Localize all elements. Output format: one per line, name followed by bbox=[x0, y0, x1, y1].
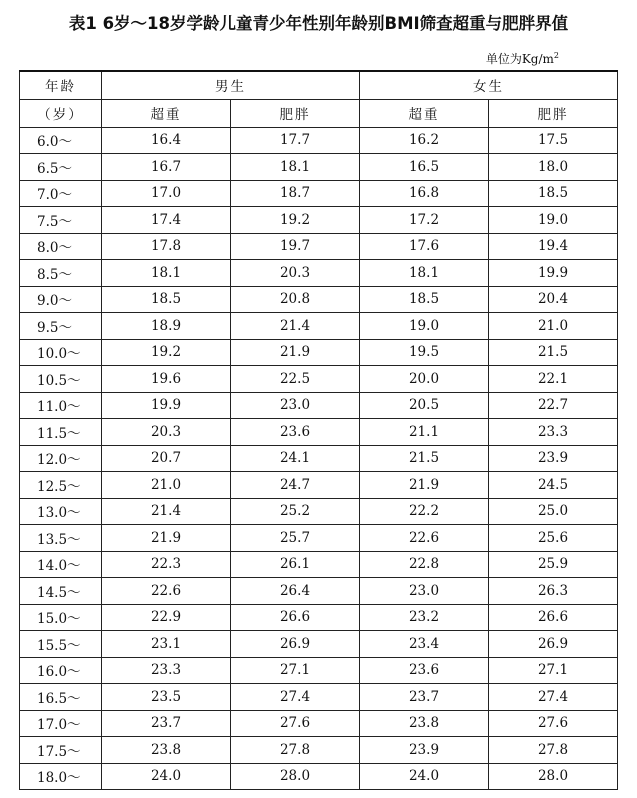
male-overweight-cell: 18.9 bbox=[102, 313, 231, 340]
female-obese-cell: 18.0 bbox=[489, 154, 618, 181]
table-row bbox=[20, 366, 618, 393]
male-obese-cell: 26.9 bbox=[231, 631, 360, 658]
female-obese-cell: 25.0 bbox=[489, 498, 618, 525]
male-obese-cell: 20.3 bbox=[231, 260, 360, 287]
male-header: 男生 bbox=[102, 71, 360, 99]
male-overweight-cell: 18.1 bbox=[102, 260, 231, 287]
female-overweight-cell: 23.7 bbox=[360, 684, 489, 711]
female-overweight-cell: 18.1 bbox=[360, 260, 489, 287]
male-overweight-cell: 17.8 bbox=[102, 233, 231, 260]
male-obese-cell: 25.2 bbox=[231, 498, 360, 525]
female-overweight-cell: 23.4 bbox=[360, 631, 489, 658]
table-row bbox=[20, 604, 618, 631]
male-overweight-cell: 23.8 bbox=[102, 737, 231, 764]
male-overweight-cell: 17.0 bbox=[102, 180, 231, 207]
table-row bbox=[20, 154, 618, 181]
male-obese-cell: 24.7 bbox=[231, 472, 360, 499]
female-overweight-cell: 24.0 bbox=[360, 763, 489, 790]
male-obese-cell: 22.5 bbox=[231, 366, 360, 393]
age-cell: 15.0～ bbox=[20, 604, 102, 631]
table-row bbox=[20, 472, 618, 499]
age-cell: 7.5～ bbox=[20, 207, 102, 234]
table-row bbox=[20, 737, 618, 764]
male-obese-cell: 26.1 bbox=[231, 551, 360, 578]
female-overweight-cell: 23.8 bbox=[360, 710, 489, 737]
female-overweight-cell: 16.2 bbox=[360, 127, 489, 154]
unit-text: 单位为Kg/m bbox=[485, 52, 554, 66]
male-obese-cell: 28.0 bbox=[231, 763, 360, 790]
female-obese-cell: 21.0 bbox=[489, 313, 618, 340]
male-obese-cell: 21.4 bbox=[231, 313, 360, 340]
female-obese-cell: 19.4 bbox=[489, 233, 618, 260]
female-obese-cell: 27.4 bbox=[489, 684, 618, 711]
female-obese-cell: 21.5 bbox=[489, 339, 618, 366]
female-overweight-cell: 18.5 bbox=[360, 286, 489, 313]
female-obese-cell: 27.6 bbox=[489, 710, 618, 737]
table-row bbox=[20, 684, 618, 711]
female-overweight-cell: 17.2 bbox=[360, 207, 489, 234]
female-overweight-cell: 22.2 bbox=[360, 498, 489, 525]
male-obese-cell: 21.9 bbox=[231, 339, 360, 366]
age-unit-header: （岁） bbox=[20, 99, 102, 127]
table-row bbox=[20, 260, 618, 287]
table-row bbox=[20, 657, 618, 684]
female-overweight-cell: 17.6 bbox=[360, 233, 489, 260]
table-row bbox=[20, 419, 618, 446]
age-cell: 16.5～ bbox=[20, 684, 102, 711]
table-row bbox=[20, 286, 618, 313]
female-overweight-cell: 16.5 bbox=[360, 154, 489, 181]
male-overweight-cell: 17.4 bbox=[102, 207, 231, 234]
female-overweight-cell: 19.5 bbox=[360, 339, 489, 366]
age-cell: 9.0～ bbox=[20, 286, 102, 313]
table-row bbox=[20, 127, 618, 154]
age-cell: 10.5～ bbox=[20, 366, 102, 393]
male-overweight-cell: 19.6 bbox=[102, 366, 231, 393]
female-obese-cell: 24.5 bbox=[489, 472, 618, 499]
unit-superscript: 2 bbox=[553, 51, 559, 60]
female-obese-cell: 27.1 bbox=[489, 657, 618, 684]
male-overweight-cell: 22.9 bbox=[102, 604, 231, 631]
male-overweight-cell: 24.0 bbox=[102, 763, 231, 790]
female-obese-cell: 26.6 bbox=[489, 604, 618, 631]
table-row bbox=[20, 710, 618, 737]
table-row bbox=[20, 445, 618, 472]
female-overweight-cell: 23.0 bbox=[360, 578, 489, 605]
male-overweight-cell: 16.4 bbox=[102, 127, 231, 154]
female-overweight-cell: 21.9 bbox=[360, 472, 489, 499]
male-obese-cell: 19.7 bbox=[231, 233, 360, 260]
female-obese-cell: 25.9 bbox=[489, 551, 618, 578]
age-cell: 11.0～ bbox=[20, 392, 102, 419]
female-obese-cell: 23.3 bbox=[489, 419, 618, 446]
male-overweight-cell: 23.7 bbox=[102, 710, 231, 737]
age-cell: 17.5～ bbox=[20, 737, 102, 764]
age-cell: 15.5～ bbox=[20, 631, 102, 658]
table-row bbox=[20, 578, 618, 605]
table-row bbox=[20, 313, 618, 340]
male-obese-cell: 27.4 bbox=[231, 684, 360, 711]
table-header bbox=[20, 71, 618, 127]
table-row bbox=[20, 763, 618, 790]
female-obese-cell: 22.7 bbox=[489, 392, 618, 419]
female-obese-cell: 25.6 bbox=[489, 525, 618, 552]
age-cell: 13.5～ bbox=[20, 525, 102, 552]
female-obese-cell: 19.0 bbox=[489, 207, 618, 234]
male-overweight-cell: 16.7 bbox=[102, 154, 231, 181]
male-overweight-cell: 23.5 bbox=[102, 684, 231, 711]
female-overweight-cell: 22.8 bbox=[360, 551, 489, 578]
male-obese-cell: 27.1 bbox=[231, 657, 360, 684]
age-cell: 14.5～ bbox=[20, 578, 102, 605]
age-cell: 18.0～ bbox=[20, 763, 102, 790]
female-overweight-cell: 23.2 bbox=[360, 604, 489, 631]
female-obese-cell: 20.4 bbox=[489, 286, 618, 313]
age-cell: 8.0～ bbox=[20, 233, 102, 260]
female-obese-cell: 27.8 bbox=[489, 737, 618, 764]
female-obese-cell: 18.5 bbox=[489, 180, 618, 207]
table-row bbox=[20, 498, 618, 525]
age-cell: 14.0～ bbox=[20, 551, 102, 578]
female-obese-cell: 22.1 bbox=[489, 366, 618, 393]
age-cell: 6.0～ bbox=[20, 127, 102, 154]
female-obese-cell: 19.9 bbox=[489, 260, 618, 287]
age-cell: 9.5～ bbox=[20, 313, 102, 340]
female-overweight-cell: 23.6 bbox=[360, 657, 489, 684]
male-overweight-cell: 19.2 bbox=[102, 339, 231, 366]
age-cell: 11.5～ bbox=[20, 419, 102, 446]
female-header: 女生 bbox=[360, 71, 618, 99]
male-obese-header: 肥胖 bbox=[231, 99, 360, 127]
female-obese-cell: 23.9 bbox=[489, 445, 618, 472]
female-obese-header: 肥胖 bbox=[489, 99, 618, 127]
male-obese-cell: 17.7 bbox=[231, 127, 360, 154]
female-obese-cell: 17.5 bbox=[489, 127, 618, 154]
male-overweight-cell: 23.1 bbox=[102, 631, 231, 658]
age-cell: 12.0～ bbox=[20, 445, 102, 472]
table-row bbox=[20, 339, 618, 366]
male-overweight-cell: 23.3 bbox=[102, 657, 231, 684]
male-overweight-cell: 21.9 bbox=[102, 525, 231, 552]
female-overweight-cell: 22.6 bbox=[360, 525, 489, 552]
male-overweight-cell: 18.5 bbox=[102, 286, 231, 313]
female-overweight-cell: 19.0 bbox=[360, 313, 489, 340]
male-obese-cell: 27.6 bbox=[231, 710, 360, 737]
age-cell: 17.0～ bbox=[20, 710, 102, 737]
female-obese-cell: 28.0 bbox=[489, 763, 618, 790]
age-cell: 7.0～ bbox=[20, 180, 102, 207]
male-obese-cell: 23.0 bbox=[231, 392, 360, 419]
male-overweight-cell: 21.0 bbox=[102, 472, 231, 499]
male-overweight-cell: 20.3 bbox=[102, 419, 231, 446]
female-overweight-cell: 20.5 bbox=[360, 392, 489, 419]
female-overweight-cell: 21.5 bbox=[360, 445, 489, 472]
male-obese-cell: 20.8 bbox=[231, 286, 360, 313]
male-overweight-cell: 22.6 bbox=[102, 578, 231, 605]
age-cell: 6.5～ bbox=[20, 154, 102, 181]
age-header: 年龄 bbox=[20, 71, 102, 99]
male-overweight-cell: 20.7 bbox=[102, 445, 231, 472]
table-body bbox=[20, 127, 618, 790]
male-obese-cell: 26.4 bbox=[231, 578, 360, 605]
bmi-cutoff-table bbox=[19, 70, 618, 790]
male-obese-cell: 18.1 bbox=[231, 154, 360, 181]
male-overweight-cell: 22.3 bbox=[102, 551, 231, 578]
female-overweight-header: 超重 bbox=[360, 99, 489, 127]
table-row bbox=[20, 525, 618, 552]
male-obese-cell: 26.6 bbox=[231, 604, 360, 631]
male-obese-cell: 18.7 bbox=[231, 180, 360, 207]
male-obese-cell: 25.7 bbox=[231, 525, 360, 552]
male-overweight-header: 超重 bbox=[102, 99, 231, 127]
female-obese-cell: 26.3 bbox=[489, 578, 618, 605]
male-obese-cell: 19.2 bbox=[231, 207, 360, 234]
male-overweight-cell: 21.4 bbox=[102, 498, 231, 525]
age-cell: 8.5～ bbox=[20, 260, 102, 287]
male-overweight-cell: 19.9 bbox=[102, 392, 231, 419]
age-cell: 12.5～ bbox=[20, 472, 102, 499]
table-row bbox=[20, 207, 618, 234]
male-obese-cell: 24.1 bbox=[231, 445, 360, 472]
table-row bbox=[20, 180, 618, 207]
age-cell: 13.0～ bbox=[20, 498, 102, 525]
female-overweight-cell: 23.9 bbox=[360, 737, 489, 764]
table-row bbox=[20, 392, 618, 419]
age-cell: 10.0～ bbox=[20, 339, 102, 366]
unit-label bbox=[486, 50, 559, 67]
male-obese-cell: 27.8 bbox=[231, 737, 360, 764]
table-row bbox=[20, 233, 618, 260]
female-overweight-cell: 16.8 bbox=[360, 180, 489, 207]
table-row bbox=[20, 551, 618, 578]
table-title: 表1 6岁～18岁学龄儿童青少年性别年龄别BMI筛查超重与肥胖界值 bbox=[68, 14, 569, 33]
female-overweight-cell: 20.0 bbox=[360, 366, 489, 393]
age-cell: 16.0～ bbox=[20, 657, 102, 684]
male-obese-cell: 23.6 bbox=[231, 419, 360, 446]
table-row bbox=[20, 631, 618, 658]
female-overweight-cell: 21.1 bbox=[360, 419, 489, 446]
female-obese-cell: 26.9 bbox=[489, 631, 618, 658]
